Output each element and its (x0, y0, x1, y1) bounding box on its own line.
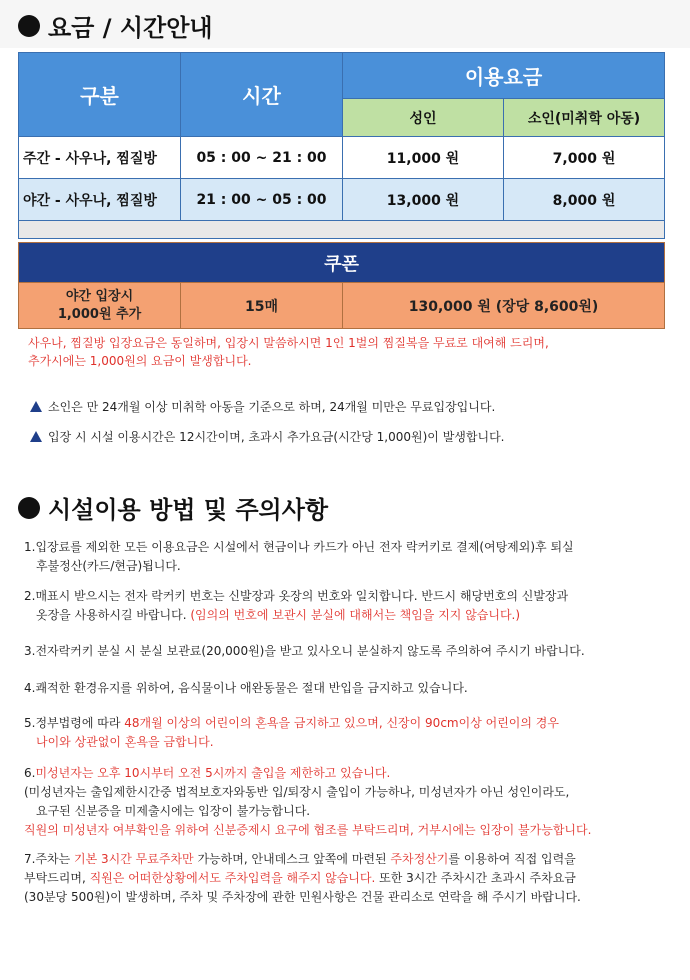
rule-warning: 직원의 미성년자 여부확인을 위하여 신분증제시 요구에 협조를 부탁드리며, 거부시에는 입장이 불가능합니다. (24, 823, 592, 837)
rule-item-4 (24, 679, 674, 698)
notice-child-age (30, 398, 495, 415)
rule-line (24, 714, 674, 733)
coupon-label (19, 283, 181, 329)
rule-text: 6. (24, 766, 36, 780)
rule-text: 또한 3시간 주차시간 초과시 주차요금 (375, 871, 576, 885)
rule-warning: 나이와 상관없이 혼욕을 금합니다. (36, 735, 214, 749)
rule-line: 4.쾌적한 환경유지를 위하여, 음식물이나 애완동물은 절대 반입을 금지하고 있습니다. (24, 681, 468, 695)
header-adult: 성인 (343, 99, 504, 137)
section-title-text: 요금 / 시간안내 (48, 14, 213, 42)
rule-line: (30분당 500원)이 발생하며, 주차 및 주차장에 관한 민원사항은 건물 관리소로 연락을 해 주시기 바랍니다. (24, 890, 581, 904)
rule-text: 가능하며, 안내데스크 앞쪽에 마련된 (193, 852, 391, 866)
rule-warning: 미성년자는 오후 10시부터 오전 5시까지 출입을 제한하고 있습니다. (35, 766, 391, 780)
rule-item-3 (24, 642, 674, 661)
rule-line: 3.전자락커키 분실 시 분실 보관료(20,000원)을 받고 있사오니 분실하지 않도록 주의하여 주시기 바랍니다. (24, 644, 585, 658)
row-adult-fee: 11,000 원 (343, 137, 504, 179)
rule-line: 2.매표시 받으시는 전자 락커키 번호는 신발장과 옷장의 번호와 일치합니다. 반드시 해당번호의 신발장과 (24, 589, 569, 603)
rule-text: 옷장을 사용하시길 바랍니다. (36, 608, 191, 622)
spacer-cell (19, 221, 665, 239)
rule-line: 요구된 신분증을 미제출시에는 입장이 불가능합니다. (36, 804, 311, 818)
section-title-fees (18, 8, 213, 43)
black-circle-icon (18, 497, 40, 519)
notice-text: 소인은 만 24개월 이상 미취학 아동을 기준으로 하며, 24개월 미만은 무료입장입니다. (48, 400, 496, 414)
rule-line (24, 850, 674, 869)
rule-item-7 (24, 850, 674, 907)
rule-item-2 (24, 587, 674, 625)
coupon-table (18, 242, 665, 329)
table-row (19, 179, 665, 221)
rule-line: 후불정산(카드/현금)됩니다. (36, 559, 181, 573)
sauna-note (28, 334, 648, 370)
header-time: 시간 (181, 53, 343, 137)
note-line: 추가시에는 1,000원의 요금이 발생합니다. (28, 354, 252, 368)
row-adult-fee: 13,000 원 (343, 179, 504, 221)
row-time: 21 : 00 ~ 05 : 00 (181, 179, 343, 221)
rule-line: (미성년자는 출입제한시간중 법적보호자와동반 입/퇴장시 출입이 가능하나, 미성년자가 아닌 성인이라도, (24, 785, 570, 799)
triangle-icon (30, 401, 42, 412)
rule-item-1 (24, 538, 674, 576)
rule-line: 1.입장료를 제외한 모든 이용요금은 시설에서 현금이나 카드가 아닌 전자 락커키로 결제(여탕제외)후 퇴실 (24, 540, 574, 554)
row-child-fee: 7,000 원 (504, 137, 665, 179)
triangle-icon (30, 431, 42, 442)
header-category: 구분 (19, 53, 181, 137)
header-child: 소인(미취학 아동) (504, 99, 665, 137)
coupon-count: 15매 (181, 283, 343, 329)
notice-usage-time (30, 428, 505, 445)
rule-line (24, 606, 674, 625)
coupon-header: 쿠폰 (19, 243, 665, 283)
rule-text: 를 이용하여 직접 입력을 (448, 852, 576, 866)
rule-item-6 (24, 764, 674, 840)
rule-warning: 기본 3시간 무료주차만 (74, 852, 194, 866)
notice-text: 입장 시 시설 이용시간은 12시간이며, 초과시 추가요금(시간당 1,000원)이 발생합니다. (48, 430, 505, 444)
rule-text: 부탁드리며, (24, 871, 90, 885)
row-category: 야간 - 사우나, 찜질방 (19, 179, 181, 221)
rule-item-5 (24, 714, 674, 752)
row-time: 05 : 00 ~ 21 : 00 (181, 137, 343, 179)
note-line: 사우나, 찜질방 입장요금은 동일하며, 입장시 말씀하시면 1인 1벌의 찜질복을 무료로 대여해 드리며, (28, 336, 549, 350)
rule-warning: 48개월 이상의 어린이의 혼욕을 금지하고 있으며, 신장이 90cm이상 어린이의 경우 (124, 716, 559, 730)
header-fee: 이용요금 (343, 53, 665, 99)
rule-text: 5.정부법령에 따라 (24, 716, 125, 730)
table-row (19, 137, 665, 179)
table-spacer (19, 221, 665, 239)
rule-warning: 직원은 어떠한상황에서도 주차입력을 해주지 않습니다. (89, 871, 376, 885)
row-child-fee: 8,000 원 (504, 179, 665, 221)
rule-line (24, 764, 674, 783)
rule-text: 7.주차는 (24, 852, 75, 866)
section-title-text: 시설이용 방법 및 주의사항 (48, 496, 329, 524)
rule-line (24, 869, 674, 888)
black-circle-icon (18, 15, 40, 37)
coupon-label-line2: 1,000원 추가 (57, 306, 142, 322)
rule-warning: (임의의 번호에 보관시 분실에 대해서는 책임을 지지 않습니다.) (190, 608, 521, 622)
row-category: 주간 - 사우나, 찜질방 (19, 137, 181, 179)
coupon-price: 130,000 원 (장당 8,600원) (343, 283, 665, 329)
coupon-label-line1: 야간 입장시 (65, 288, 134, 304)
rule-warning: 주차정산기 (390, 852, 449, 866)
section-title-rules (18, 490, 328, 525)
rates-table (18, 52, 665, 239)
coupon-row (19, 283, 665, 329)
